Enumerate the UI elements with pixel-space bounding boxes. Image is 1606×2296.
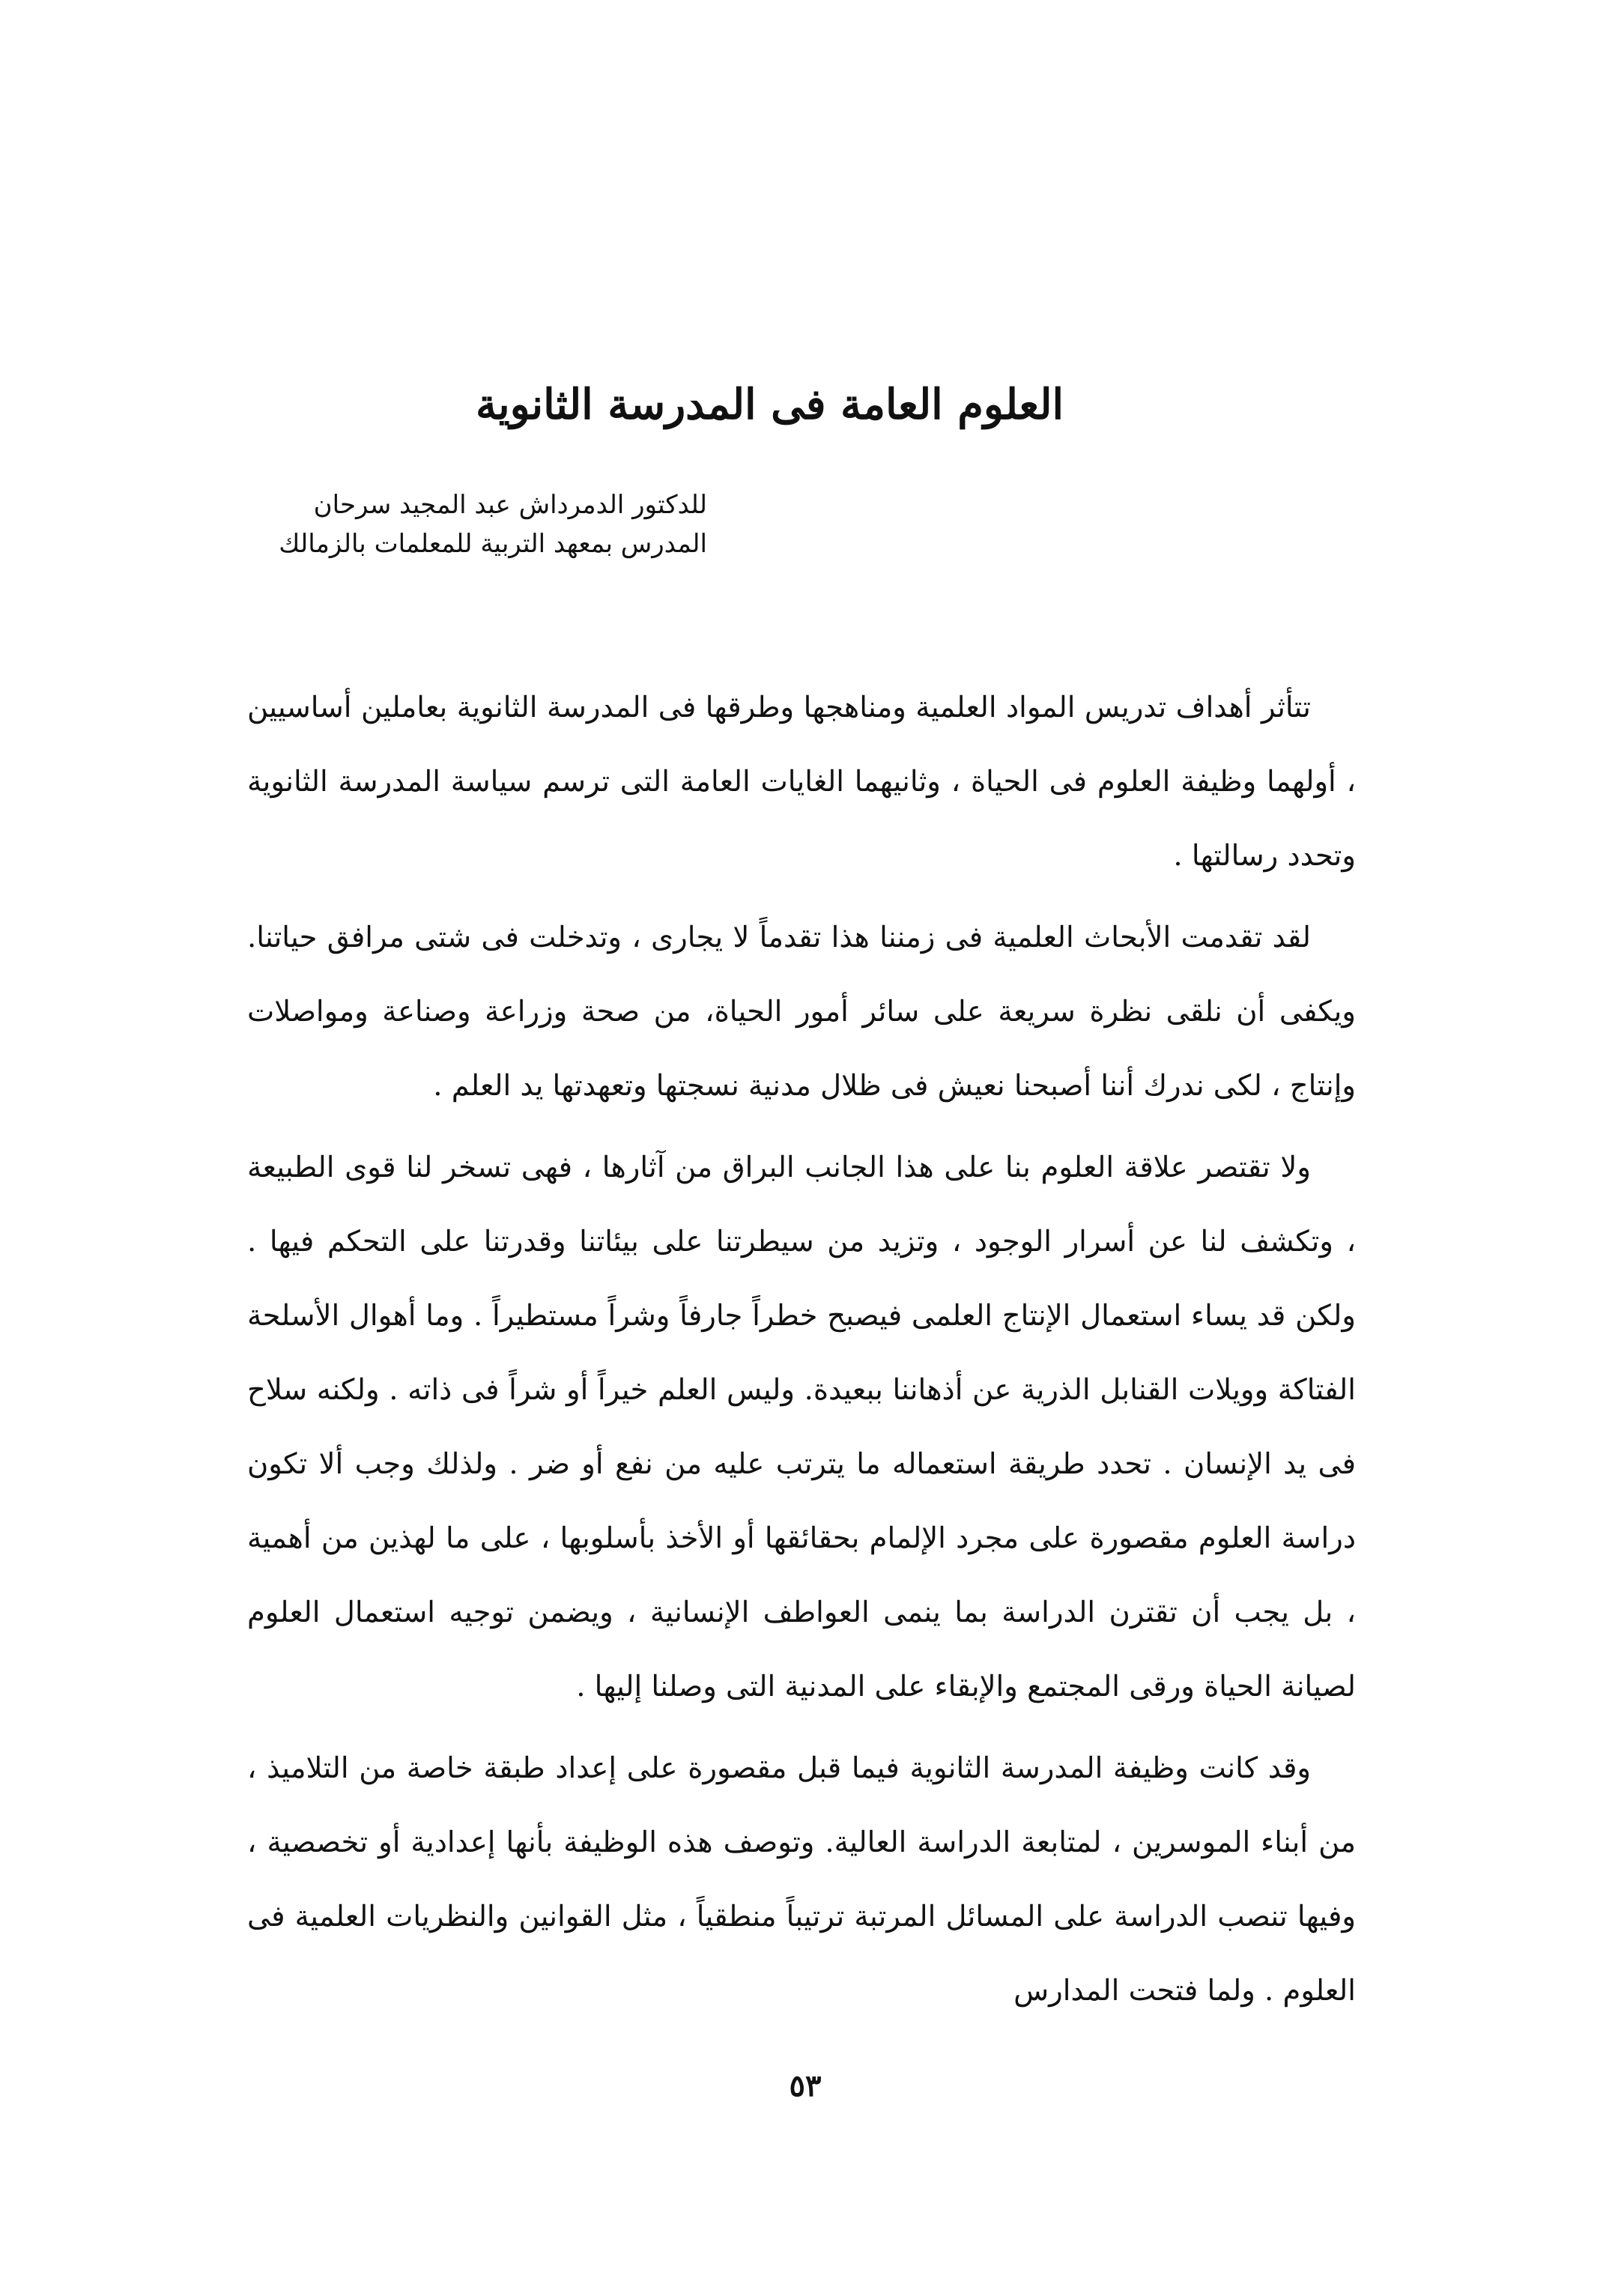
author-block bbox=[243, 485, 707, 563]
article-body bbox=[247, 670, 1356, 2028]
article-title: العلوم العامة فى المدرسة الثانوية bbox=[475, 380, 1064, 429]
author-name: للدكتور الدمرداش عبد المجيد سرحان bbox=[313, 490, 707, 520]
paragraph: وقد كانت وظيفة المدرسة الثانوية فيما قبل مقصورة على إعداد طبقة خاصة من التلاميذ ، من أبناء الموسرين ، لمتابعة الدراسة العالية. وتوصف هذه الوظيفة بأنها إعدادية أو تخصصية ، وفيها تنصب الدراسة على المسائل المرتبة ترتيباً منطقياً ، مثل القوانين والنظريات العلمية فى العلوم . ولما فتحت المدارس bbox=[247, 1751, 1356, 2008]
paragraph: ولا تقتصر علاقة العلوم بنا على هذا الجانب البراق من آثارها ، فهى تسخر لنا قوى الطبيعة ، وتكشف لنا عن أسرار الوجود ، وتزيد من سيطرتنا على بيئاتنا وقدرتنا على التحكم فيها . ولكن قد يساء استعمال الإنتاج العلمى فيصبح خطراً جارفاً وشراً مستطيراً . وما أهوال الأسلحة الفتاكة وويلات القنابل الذرية عن أذهاننا ببعيدة. وليس العلم خيراً أو شراً فى ذاته . ولكنه سلاح فى يد الإنسان . تحدد طريقة استعماله ما يترتب عليه من نفع أو ضر . ولذلك وجب ألا تكون دراسة العلوم مقصورة على مجرد الإلمام بحقائقها أو الأخذ بأسلوبها ، على ما لهذين من أهمية ، بل يجب أن تقترن الدراسة بما ينمى العواطف الإنسانية ، ويضمن توجيه استعمال العلوم لصيانة الحياة ورقى المجتمع والإبقاء على المدنية التى وصلنا إليها . bbox=[247, 1151, 1356, 1703]
author-affiliation: المدرس بمعهد التربية للمعلمات بالزمالك bbox=[279, 529, 707, 559]
paragraph: لقد تقدمت الأبحاث العلمية فى زمننا هذا تقدماً لا يجارى ، وتدخلت فى شتى مرافق حياتنا. ويكفى أن نلقى نظرة سريعة على سائر أمور الحياة، من صحة وزراعة وصناعة ومواصلات وإنتاج ، لكى ندرك أننا أصبحنا نعيش فى ظلال مدنية نسجتها وتعهدتها يد العلم . bbox=[247, 921, 1356, 1103]
paragraph: تتأثر أهداف تدريس المواد العلمية ومناهجها وطرقها فى المدرسة الثانوية بعاملين أساسيين ، أولهما وظيفة العلوم فى الحياة ، وثانيهما الغايات العامة التى ترسم سياسة المدرسة الثانوية وتحدد رسالتها . bbox=[247, 691, 1356, 873]
page-number: ٥٣ bbox=[789, 2068, 822, 2103]
